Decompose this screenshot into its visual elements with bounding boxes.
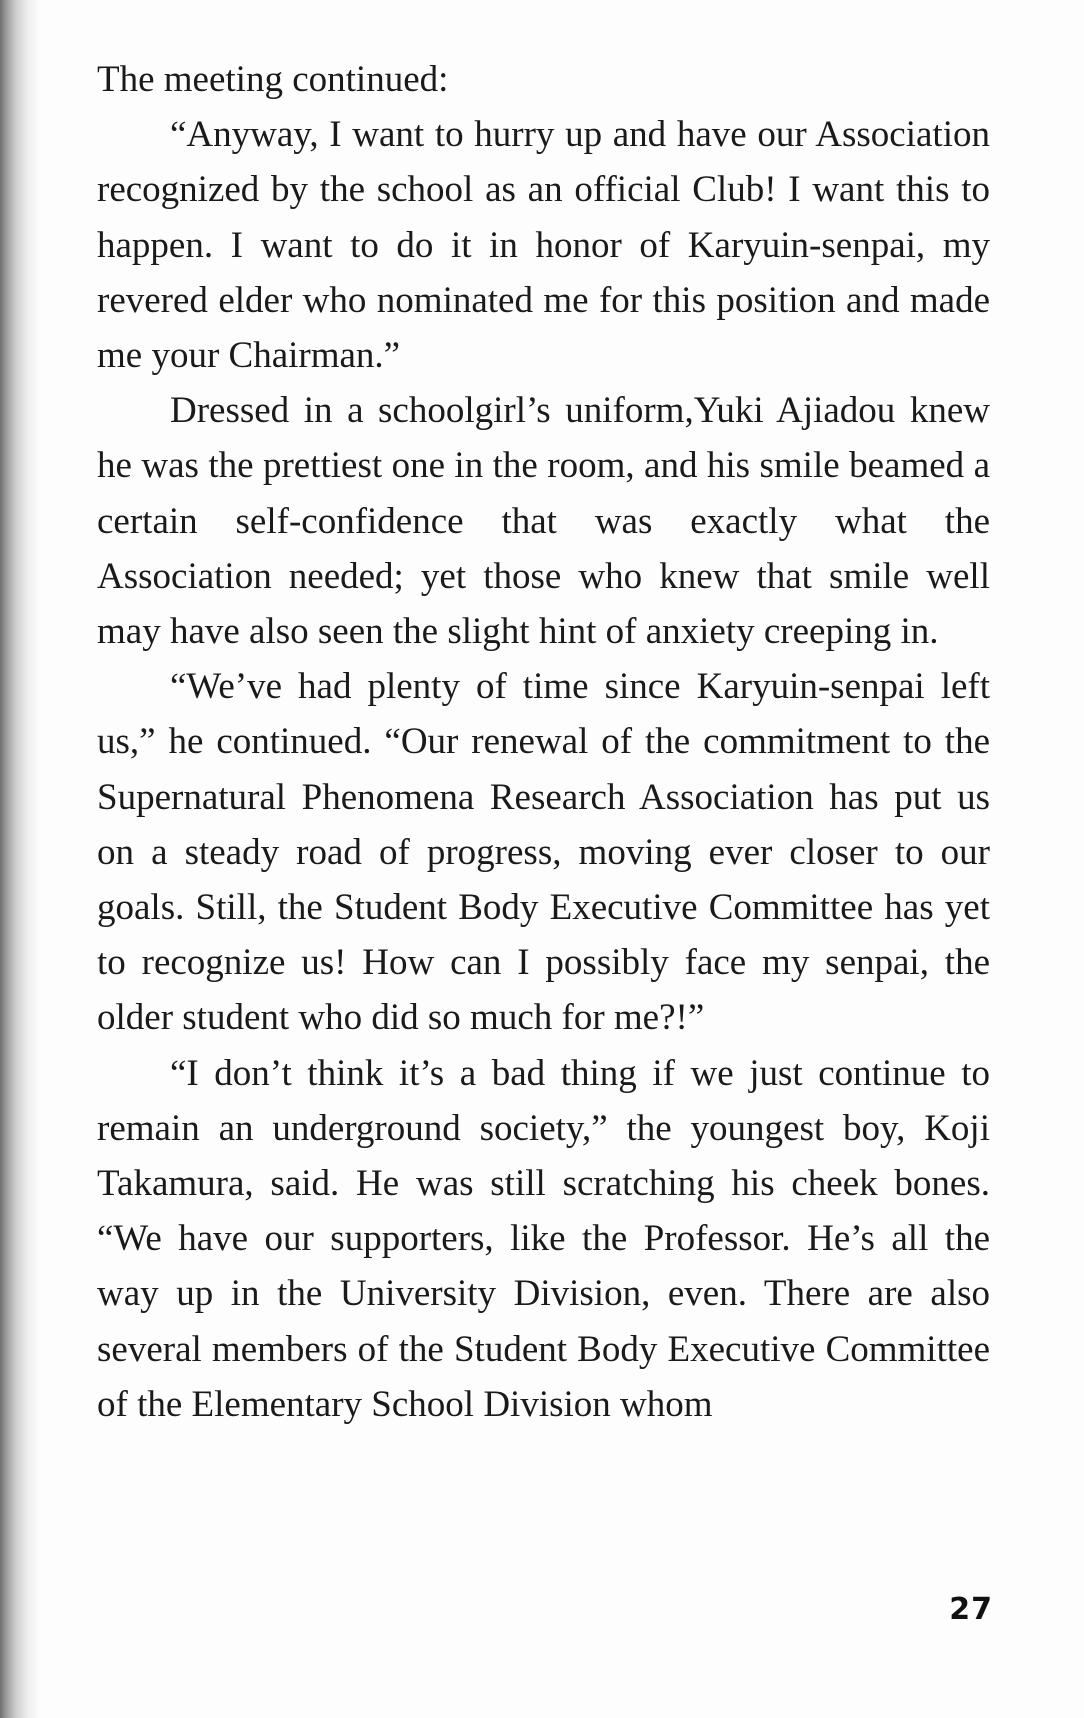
paragraph-5: “I don’t think it’s a bad thing if we just continue to remain an underground society,” the youngest boy, Koji Takamura, said. He was still scratching his cheek bones. “We have our supporters, like the Professor. He’s all the way up in the University Division, even. There are also several members of the Student Body Executive Committee of the Elementary School Division whom bbox=[97, 1052, 990, 1425]
paragraph-4: “We’ve had plenty of time since Karyuin-senpai left us,” he continued. “Our renewal of the commitment to the Supernatural Phenomena Research Association has put us on a steady road of progress, moving ever closer to our goals. Still, the Student Body Executive Committee has yet to recognize us! How can I possibly face my senpai, the older student who did so much for me?!” bbox=[97, 666, 990, 1039]
paragraph-2: “Anyway, I want to hurry up and have our Association recognized by the school as an official Club! I want this to happen. I want to do it in honor of Karyuin-senpai, my revered elder who nominated me for this position and made me your Chairman.” bbox=[97, 114, 990, 377]
paragraph-1: The meeting continued: bbox=[97, 59, 449, 100]
body-text bbox=[97, 52, 990, 1432]
binding-gutter-shadow bbox=[0, 0, 40, 1718]
page-number: 27 bbox=[949, 1592, 993, 1627]
paragraph-3: Dressed in a schoolgirl’s uniform,Yuki Ajiadou knew he was the prettiest one in the room, and his smile beamed a certain self-confidence that was exactly what the Association needed; yet those who knew that smile well may have also seen the slight hint of anxiety creeping in. bbox=[97, 390, 990, 653]
